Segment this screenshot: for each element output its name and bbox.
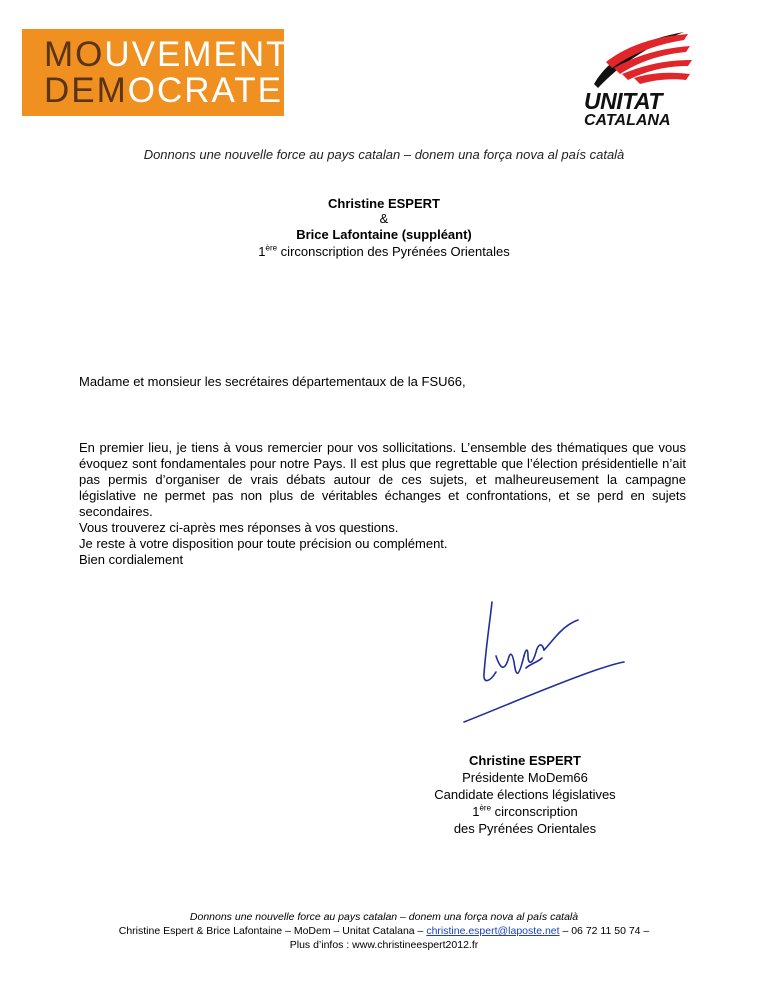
- unitat-catalana-logo: [584, 28, 694, 132]
- unitat-catalana-word1: UNITAT: [584, 88, 662, 114]
- letter-body: [79, 440, 686, 568]
- letter-closing: Bien cordialement: [79, 552, 184, 567]
- signature-block: [430, 752, 620, 837]
- signature-title: Présidente MoDem66: [462, 770, 588, 785]
- unitat-catalana-word2: CATALANA: [584, 112, 671, 129]
- letter-availability-line: Je reste à votre disposition pour toute précision ou complément.: [79, 536, 448, 551]
- candidate-name-2: Brice Lafontaine (suppléant): [296, 227, 472, 242]
- footer-website: Plus d’infos : www.christineespert2012.fr: [289, 939, 479, 951]
- footer-slogan: Donnons une nouvelle force au pays catalan – donem una força nova al país català: [189, 911, 579, 923]
- unitat-catalana-brush-icon: [584, 28, 694, 92]
- signature-role: Candidate élections législatives: [434, 787, 616, 802]
- modem-logo: [22, 29, 290, 116]
- candidate-name-1: Christine ESPERT: [328, 196, 440, 211]
- signature-name: Christine ESPERT: [469, 753, 581, 768]
- header-slogan: Donnons une nouvelle force au pays catalan – donem una força nova al país català: [143, 147, 625, 162]
- handwritten-signature: [460, 596, 630, 728]
- footer-email-link[interactable]: christine.espert@laposte.net: [426, 925, 560, 937]
- signature-circonscription: 1ère circonscription: [472, 803, 578, 819]
- candidates-ampersand: &: [379, 211, 389, 226]
- modem-logo-line1: MOUVEMENT: [44, 35, 290, 74]
- letter-salutation: Madame et monsieur les secrétaires départementaux de la FSU66,: [79, 374, 466, 389]
- signature-region: des Pyrénées Orientales: [453, 821, 597, 836]
- footer-contact: Christine Espert & Brice Lafontaine – MoDem – Unitat Catalana – christine.espert@laposte.net – 06 72 11 50 74 –: [118, 925, 650, 937]
- letter-paragraph: En premier lieu, je tiens à vous remercier pour vos sollicitations. L’ensemble des thématiques que vous évoquez sont fondamentales pour notre Pays. Il est plus que regrettable que l’élection présidentielle n’ait pas permis d’organiser de vrais débats autour de ces sujets, et malheureusement la campagne législative ne permet pas non plus de véritables échanges et confrontations, et se perd en sujets secondaires.: [79, 440, 686, 519]
- footer: [0, 910, 768, 952]
- letter-answers-line: Vous trouverez ci-après mes réponses à vos questions.: [79, 520, 399, 535]
- candidates-circonscription: 1ère circonscription des Pyrénées Orientales: [258, 243, 510, 259]
- modem-logo-line2: DEMOCRATE: [44, 71, 284, 110]
